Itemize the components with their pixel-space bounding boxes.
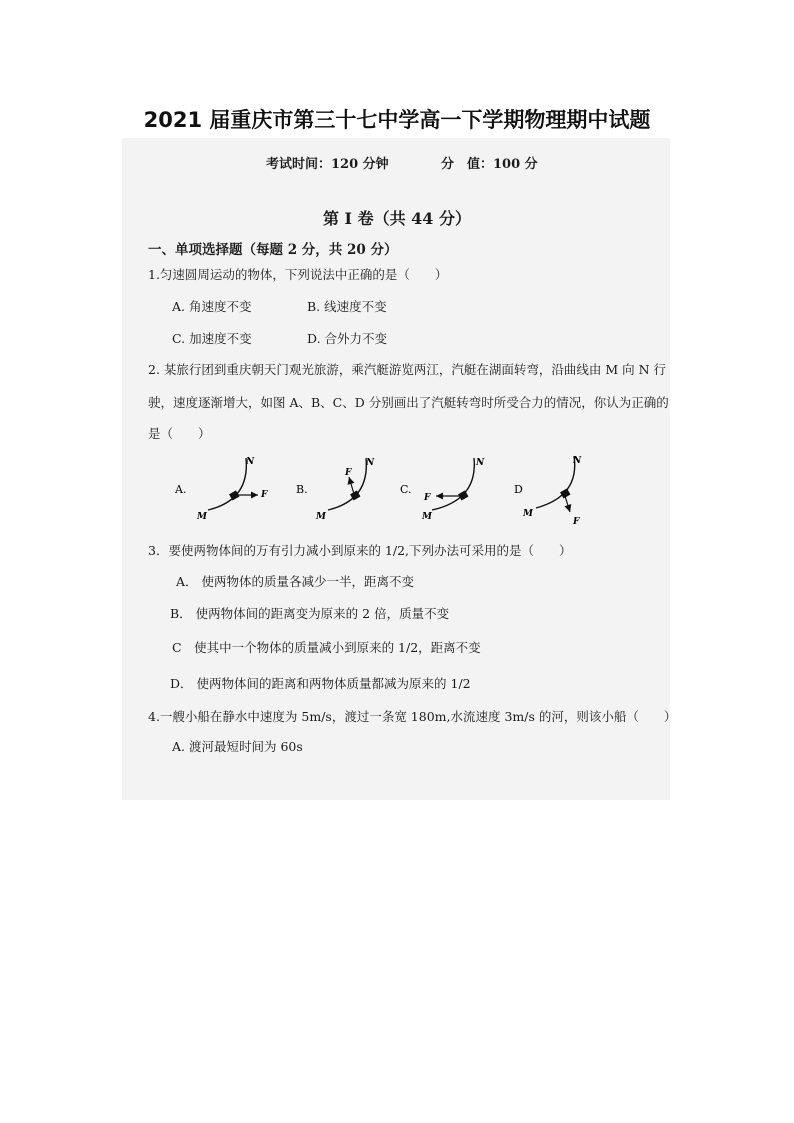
option-letter: D． xyxy=(170,676,193,691)
figure-c-label-n: N xyxy=(476,458,485,468)
option-letter: A. xyxy=(172,739,186,754)
figure-a xyxy=(174,457,268,522)
figure-b-label-n: N xyxy=(366,458,375,468)
document-title: 2021 届重庆市第三十七中学高一下学期物理期中试题 xyxy=(143,108,651,132)
figure-a-label: A. xyxy=(175,483,187,496)
figure-c-label: C. xyxy=(400,483,412,496)
figure-d-force-arrow xyxy=(565,496,570,512)
question-1-option-c xyxy=(172,329,252,347)
question-1-option-d xyxy=(307,329,387,347)
question-4-option-a xyxy=(172,737,303,755)
figure-c-label-f: F xyxy=(424,493,431,503)
option-text: 线速度不变 xyxy=(324,299,387,314)
figure-b-curve xyxy=(328,458,366,510)
figure-b-label-f: F xyxy=(345,468,352,478)
option-letter: C. xyxy=(172,331,186,346)
option-letter: A． xyxy=(176,574,198,589)
option-letter: B． xyxy=(170,606,192,621)
option-text: 使其中一个物体的质量减小到原来的 1/2，距离不变 xyxy=(194,640,481,655)
question-2-stem-line-2: 驶，速度逐渐增大，如图 A、B、C、D 分别画出了汽艇转弯时所受合力的情况，你认为正确的 xyxy=(148,395,669,410)
question-1-option-b xyxy=(307,297,387,315)
question-1-stem: 1.匀速圆周运动的物体，下列说法中正确的是（ ） xyxy=(148,267,448,282)
option-letter: D. xyxy=(307,331,321,346)
figure-a-label-m: M xyxy=(197,512,207,522)
option-letter: C xyxy=(172,640,182,655)
figure-b-label: B. xyxy=(296,483,308,496)
question-3-option-c xyxy=(172,638,481,656)
question-1-option-a xyxy=(172,297,252,315)
exam-time: 考试时间：120 分钟 xyxy=(266,157,389,172)
figure-b-label-m: M xyxy=(316,512,326,522)
question-3-option-a xyxy=(176,572,414,590)
figure-d-label-m: M xyxy=(523,509,533,519)
figure-b-force-arrow xyxy=(349,477,354,494)
figure-d-curve xyxy=(536,456,575,508)
figure-a-label-f: F xyxy=(261,490,268,500)
question-2-figures xyxy=(160,450,600,530)
figure-d-label-n: N xyxy=(573,456,582,466)
option-text: 使两物体间的距离变为原来的 2 倍，质量不变 xyxy=(195,606,450,621)
figure-d-label: D xyxy=(514,483,523,496)
option-text: 角速度不变 xyxy=(189,299,252,314)
option-text: 使两物体的质量各减少一半，距离不变 xyxy=(201,574,415,589)
option-text: 加速度不变 xyxy=(189,331,252,346)
option-letter: B. xyxy=(307,299,321,314)
figure-d xyxy=(514,456,582,527)
option-text: 合外力不变 xyxy=(324,331,388,346)
figure-a-curve xyxy=(208,458,246,510)
part-heading: 一、单项选择题（每题 2 分，共 20 分） xyxy=(148,242,398,258)
option-text: 渡河最短时间为 60s xyxy=(189,739,303,754)
figure-c xyxy=(400,458,485,522)
option-letter: A. xyxy=(172,299,186,314)
figure-c-label-m: M xyxy=(422,512,432,522)
question-3-stem: 3．要使两物体间的万有引力减小到原来的 1/2,下列办法可采用的是（ ） xyxy=(148,543,572,558)
exam-score: 分 值：100 分 xyxy=(441,157,538,172)
figure-a-label-n: N xyxy=(246,457,255,467)
question-2-stem-line-3: 是（ ） xyxy=(148,426,211,441)
question-3-option-d xyxy=(170,674,471,692)
question-2-stem-line-1: 2. 某旅行团到重庆朝天门观光旅游，乘汽艇游览两江，汽艇在湖面转弯，沿曲线由 M 向 N 行 xyxy=(148,362,667,377)
figure-c-curve xyxy=(432,458,474,510)
option-text: 使两物体间的距离和两物体质量都减为原来的 1/2 xyxy=(196,676,471,691)
section-title: 第 I 卷（共 44 分） xyxy=(322,209,472,228)
question-3-option-b xyxy=(170,604,449,622)
figure-b xyxy=(296,458,375,522)
figure-d-label-f: F xyxy=(573,517,580,527)
question-4-stem: 4.一艘小船在静水中速度为 5m/s，渡过一条宽 180m,水流速度 3m/s 的河，则该小船（ ） xyxy=(148,709,677,724)
